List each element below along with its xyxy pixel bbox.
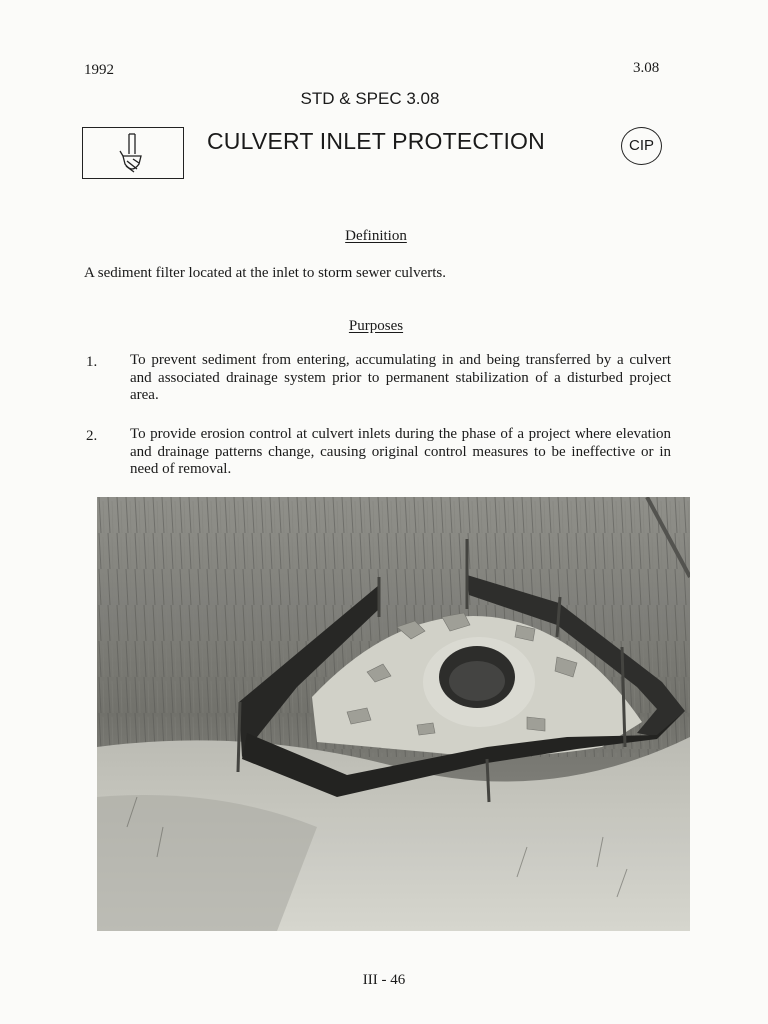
definition-text: A sediment filter located at the inlet to storm sewer culverts. xyxy=(84,265,446,281)
page-title: CULVERT INLET PROTECTION xyxy=(207,128,545,154)
header-year: 1992 xyxy=(84,62,114,78)
header-section-number: 3.08 xyxy=(633,60,660,76)
purpose-number: 2. xyxy=(86,428,98,444)
purpose-number: 1. xyxy=(86,354,98,370)
purpose-text: To provide erosion control at culvert inlets during the phase of a project where elevation and drainage patterns change, causing original control measures to be ineffective or in need of removal. xyxy=(130,426,671,477)
purposes-heading: Purposes xyxy=(348,318,404,334)
purpose-text: To prevent sediment from entering, accumulating in and being transferred by a culvert and associated drainage system prior to permanent stabilization of a disturbed project area. xyxy=(130,352,671,403)
culvert-inlet-symbol-icon xyxy=(119,132,147,176)
definition-heading: Definition xyxy=(345,228,407,244)
practice-symbol-box xyxy=(82,127,184,179)
std-spec-heading: STD & SPEC 3.08 xyxy=(300,89,440,108)
page-number: III - 46 xyxy=(362,972,406,988)
cip-badge: CIP xyxy=(621,127,662,165)
culvert-inlet-photo xyxy=(97,497,690,931)
